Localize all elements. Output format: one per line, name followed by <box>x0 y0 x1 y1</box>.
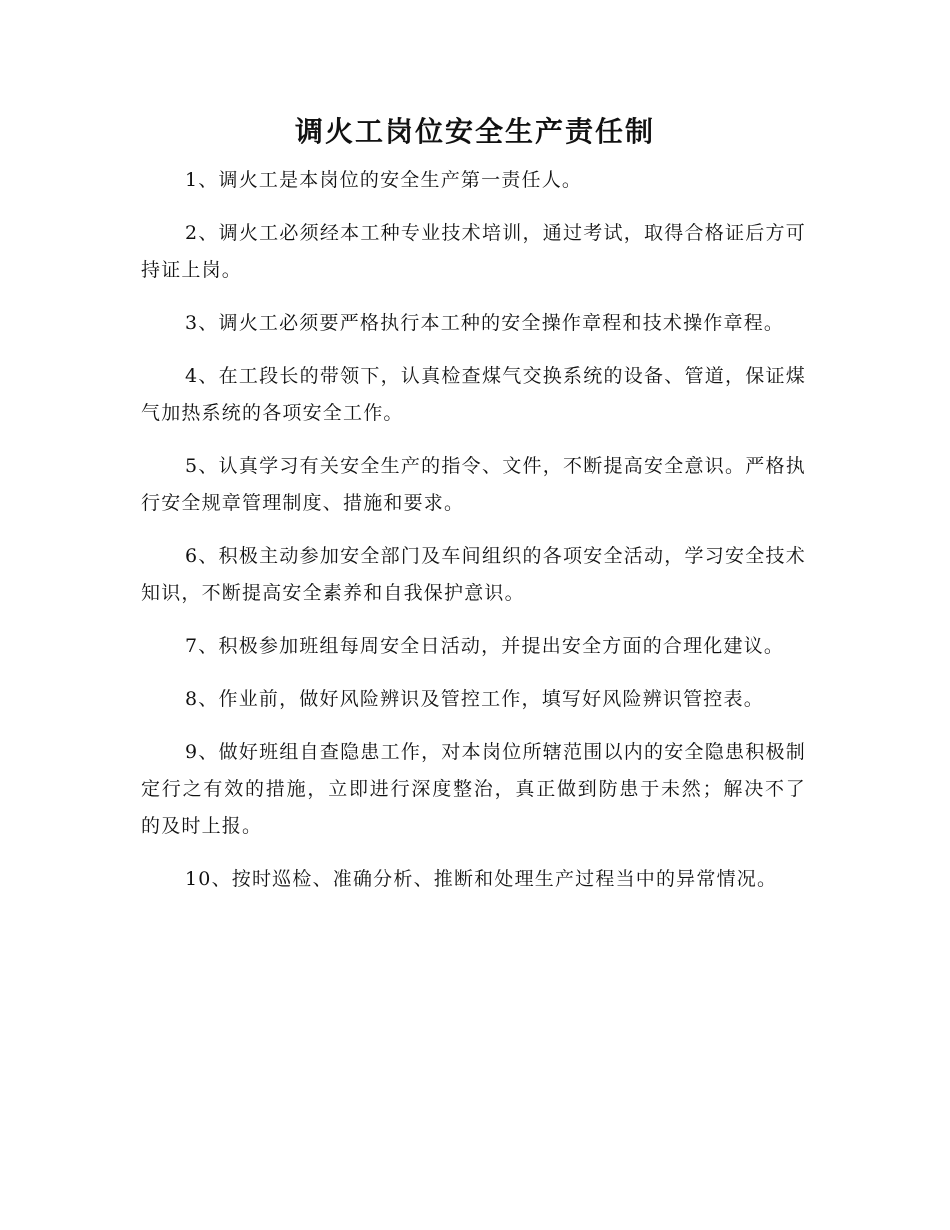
document-title: 调火工岗位安全生产责任制 <box>294 115 655 148</box>
clause-1: 1、调火工是本岗位的安全生产第一责任人。 <box>185 169 583 191</box>
clause-8: 8、作业前，做好风险辨识及管控工作，填写好风险辨识管控表。 <box>185 688 764 710</box>
document-body <box>141 162 806 914</box>
clause-7: 7、积极参加班组每周安全日活动，并提出安全方面的合理化建议。 <box>185 635 785 657</box>
clause-3: 3、调火工必须要严格执行本工种的安全操作章程和技术操作章程。 <box>185 312 785 334</box>
clause-9: 9、做好班组自查隐患工作，对本岗位所辖范围以内的安全隐患积极制定行之有效的措施，立即进行深度整治，真正做到防患于未然；解决不了的及时上报。 <box>141 741 806 837</box>
clause-5: 5、认真学习有关安全生产的指令、文件，不断提高安全意识。严格执行安全规章管理制度、措施和要求。 <box>141 455 806 514</box>
clause-10: 10、按时巡检、准确分析、推断和处理生产过程当中的异常情况。 <box>185 868 778 890</box>
clause-6: 6、积极主动参加安全部门及车间组织的各项安全活动，学习安全技术知识，不断提高安全素养和自我保护意识。 <box>141 545 806 604</box>
clause-4: 4、在工段长的带领下，认真检查煤气交换系统的设备、管道，保证煤气加热系统的各项安全工作。 <box>141 365 806 424</box>
clause-2: 2、调火工必须经本工种专业技术培训，通过考试，取得合格证后方可持证上岗。 <box>141 222 806 281</box>
